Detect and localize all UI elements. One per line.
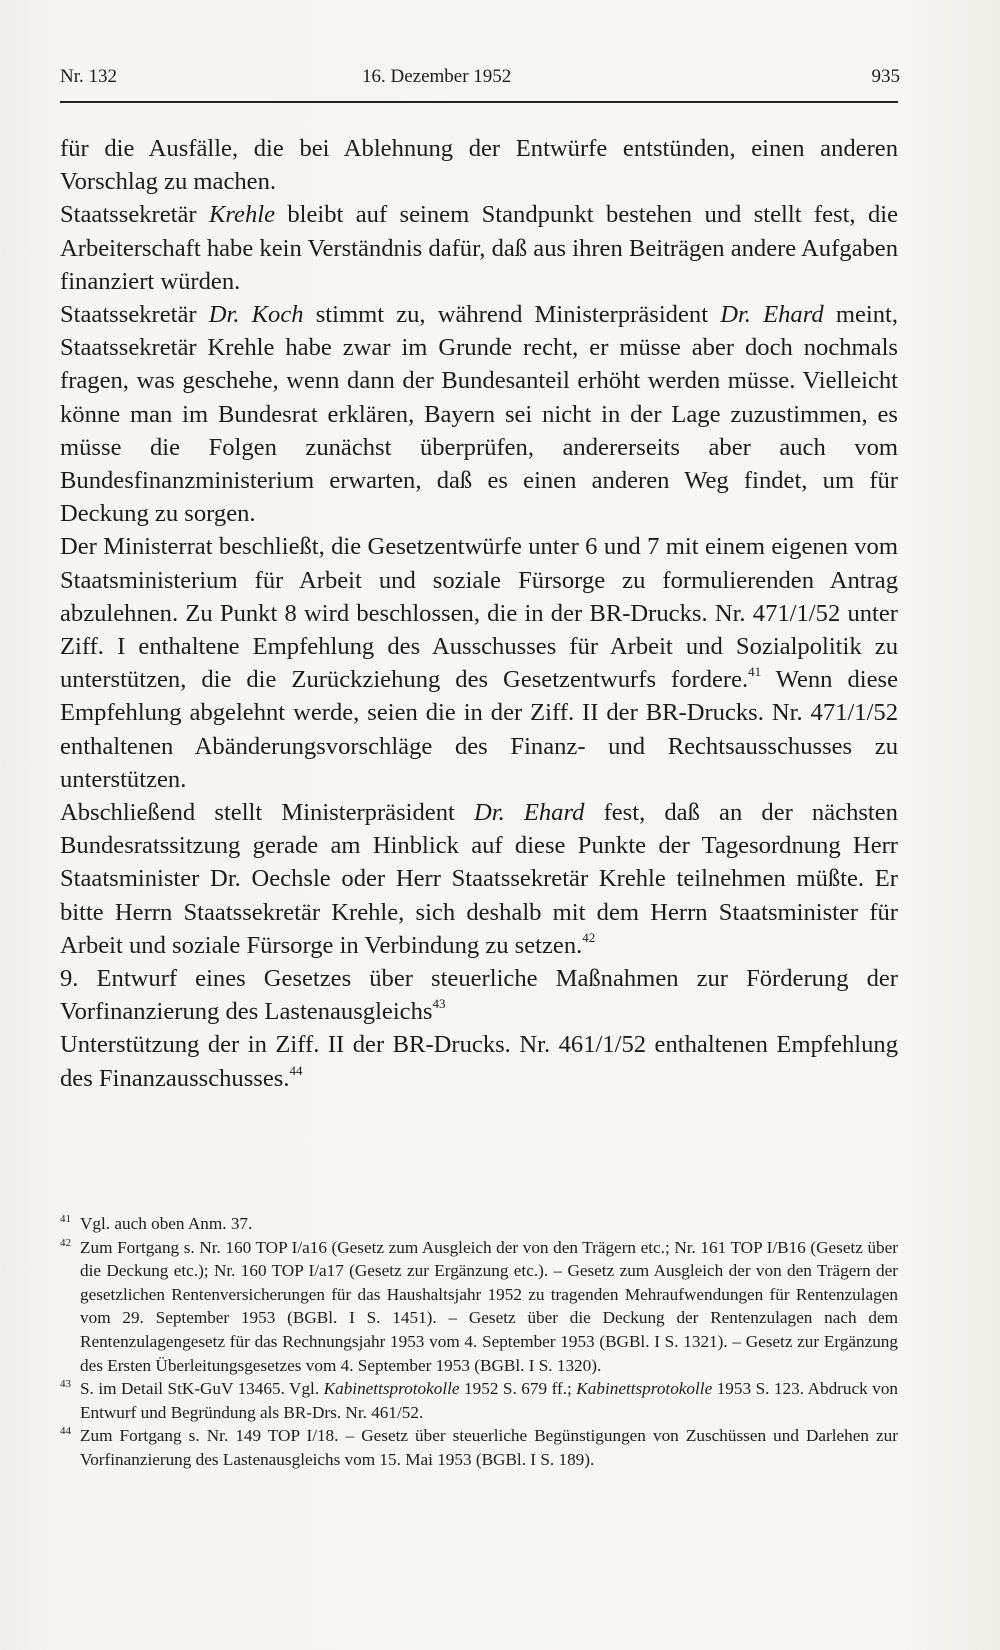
body-text <box>60 132 898 1095</box>
page-header <box>60 66 900 96</box>
footnote-text: 1953 S. 123. Abdruck von Entwurf und Begründung als BR-Drs. Nr. 461/52. <box>80 1379 899 1422</box>
text-run: Staatssekretär <box>60 201 209 229</box>
source-title: Kabinettsprotokolle <box>323 1379 460 1399</box>
header-rule <box>60 101 898 103</box>
footnote <box>60 1212 898 1236</box>
footnote-text: 1952 S. 679 ff.; <box>459 1379 577 1399</box>
footnote-text: Zum Fortgang s. Nr. 149 TOP I/18. – Gesetz über steuerliche Begünstigungen von Zuschüssen und Darlehen zur Vorfinanzierung des Lastenausgleichs vom 15. Mai 1953 (BGBl. I S. 189). <box>80 1426 898 1469</box>
text-run: Abschließend stellt Ministerpräsident <box>60 799 474 827</box>
document-number: Nr. 132 <box>60 66 117 87</box>
paragraph-2 <box>60 198 898 298</box>
footnotes <box>60 1212 898 1472</box>
text-run: fest, daß an der nächsten Bundesratssitzung gerade am Hinblick auf diese Punkte der Tagesordnung Herr Staatsminister Dr. Oechsle oder Herr Staatssekretär Krehle teilnehmen müßte. Er bitte Herrn Staatssekretär Krehle, sich deshalb mit dem Herrn Staatsminister für Arbeit und soziale Fürsorge in Verbindung zu setzen. <box>60 799 898 959</box>
person-name: Krehle <box>208 201 275 229</box>
text-run: für die Ausfälle, die bei Ablehnung der Entwürfe entstünden, einen anderen Vorschlag zu machen. <box>60 135 898 196</box>
agenda-item-heading <box>60 962 898 1028</box>
text-run: meint, Staatssekretär Krehle habe zwar im Grunde recht, er müsse aber doch nochmals fragen, was geschehe, wenn dann der Bundesanteil erhöht werden müsse. Vielleicht könne man im Bundesrat erklären, Bayern sei nicht in der Lage zuzustimmen, es müsse die Folgen zunächst überprüfen, andererseits aber auch vom Bundesfinanzministerium erwarten, daß es einen anderen Weg findet, um für Deckung zu sorgen. <box>60 301 898 528</box>
paragraph-3 <box>60 298 898 530</box>
header-date: 16. Dezember 1952 <box>362 66 512 87</box>
person-name: Dr. Ehard <box>473 799 585 827</box>
person-name: Dr. Koch <box>208 301 304 329</box>
text-run: Wenn diese Empfehlung abgelehnt werde, seien die in der Ziff. II der BR-Drucks. Nr. 471/1/52 enthaltenen Abänderungsvorschläge des Finanz- und Rechtsausschusses zu unterstützen. <box>60 666 899 793</box>
footnote-ref[interactable]: 42 <box>582 929 596 945</box>
person-name: Dr. Ehard <box>720 301 824 329</box>
text-run: Der Ministerrat beschließt, die Gesetzentwürfe unter 6 und 7 mit einem eigenen vom Staatsministerium für Arbeit und soziale Fürsorge zu formulierenden Antrag abzulehnen. Zu Punkt 8 wird beschlossen, die in der BR-Drucks. Nr. 471/1/52 unter Ziff. I enthaltene Empfehlung des Ausschusses für Arbeit und Sozialpolitik zu unterstützen, die die Zurückziehung des Gesetzentwurfs fordere. <box>60 533 898 694</box>
text-run: 9. Entwurf eines Gesetzes über steuerliche Maßnahmen zur Förderung der Vorfinanzierung des Lastenausgleichs <box>60 965 898 1026</box>
footnote-ref[interactable]: 43 <box>432 996 446 1012</box>
footnote-number: 42 <box>60 1236 71 1249</box>
footnote-number: 43 <box>60 1378 71 1391</box>
footnote-text: S. im Detail StK-GuV 13465. Vgl. <box>80 1379 324 1399</box>
footnote <box>60 1377 898 1424</box>
text-run: Unterstützung der in Ziff. II der BR-Drucks. Nr. 461/1/52 enthaltenen Empfehlung des Finanzausschusses. <box>60 1031 898 1092</box>
paragraph-4 <box>60 530 898 796</box>
footnote-ref[interactable]: 41 <box>748 664 762 680</box>
text-run: stimmt zu, während Ministerpräsident <box>303 301 721 329</box>
footnote-text: Vgl. auch oben Anm. 37. <box>80 1214 253 1233</box>
page-number: 935 <box>871 66 900 87</box>
footnote <box>60 1424 898 1471</box>
footnote-number: 44 <box>60 1425 71 1438</box>
footnote-text: Zum Fortgang s. Nr. 160 TOP I/a16 (Gesetz zum Ausgleich der von den Trägern etc.; Nr. 161 TOP I/B16 (Gesetz über die Deckung etc.); Nr. 160 TOP I/a17 (Gesetz zur Ergänzung etc.). – Gesetz zum Ausgleich der von den Trägern der gesetzlichen Rentenversicherungen für das Haushaltsjahr 1952 zu tragenden Mehraufwendungen für Rentenzulagen vom 29. September 1953 (BGBl. I S. 1451). – Gesetz über die Deckung der Rentenzulagen nach dem Rentenzulagengesetz für das Rechnungsjahr 1953 vom 4. September 1953 (BGBl. I S. 1321). – Gesetz zur Ergänzung des Ersten Überleitungsgesetzes vom 4. September 1953 (BGBl. I S. 1320). <box>80 1237 898 1375</box>
text-run: bleibt auf seinem Standpunkt bestehen und stellt fest, die Arbeiterschaft habe kein Verständnis dafür, daß aus ihren Beiträgen andere Aufgaben finanziert würden. <box>60 201 899 295</box>
footnote-number: 41 <box>60 1213 71 1225</box>
footnote <box>60 1236 898 1378</box>
footnote-ref[interactable]: 44 <box>289 1062 303 1078</box>
paragraph-7 <box>60 1028 898 1094</box>
text-run: Staatssekretär <box>60 301 209 329</box>
paragraph-5 <box>60 796 898 962</box>
source-title: Kabinettsprotokolle <box>576 1379 713 1399</box>
paragraph-1 <box>60 132 898 198</box>
